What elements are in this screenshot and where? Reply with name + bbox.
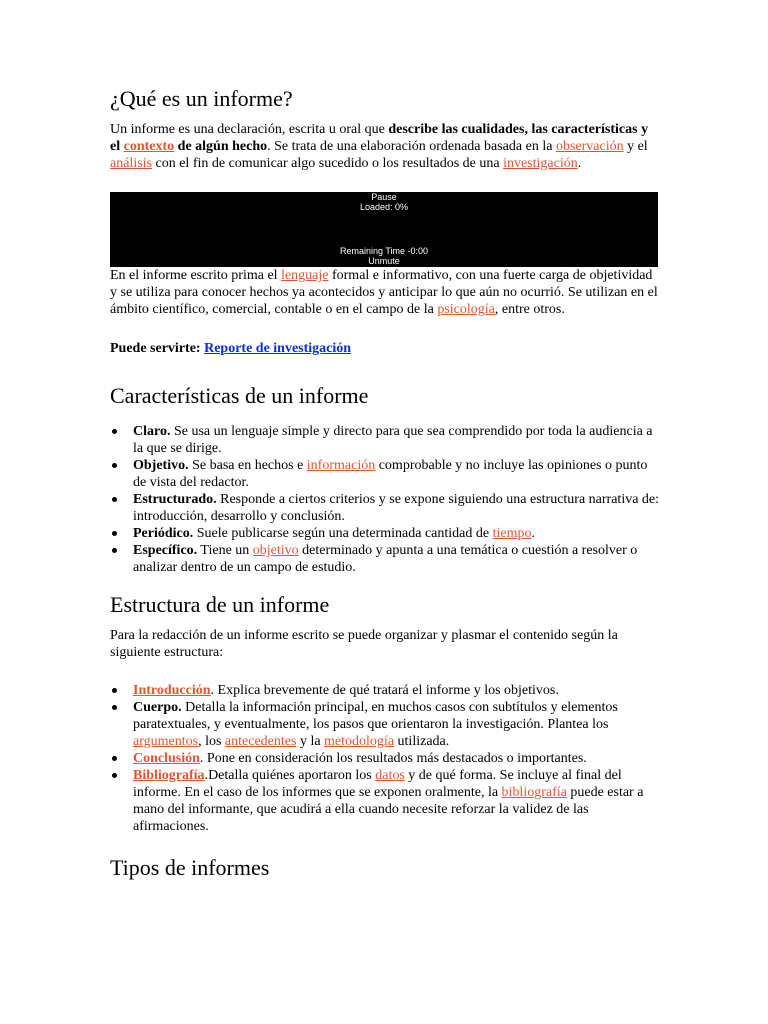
link-introduccion[interactable]: Introducción: [133, 683, 211, 698]
link-reporte-investigacion[interactable]: Reporte de investigación: [204, 341, 352, 356]
list-item-conclusion: Conclusión. Pone en consideración los resultados más destacados o importantes.: [110, 750, 660, 767]
related-label: Puede servirte:: [110, 341, 205, 356]
list-item-bibliografia: Bibliografía.Detalla quiénes aportaron los datos y de qué forma. Se incluye al final del informe. En el caso de los informes que se exponen oralmente, la bibliografía puede estar a mano del informante, que acudirá a ella cuando necesite reforzar la validez de las afirmaciones.: [110, 767, 660, 835]
paragraph-definition: Un informe es una declaración, escrita u oral que describe las cualidades, las características y el contexto de algún hecho. Se trata de una elaboración ordenada basada en la observación y el análisis con el fin de comunicar algo sucedido o los resultados de una investigación.: [110, 122, 649, 171]
paragraph-informe-escrito: En el informe escrito prima el lenguaje formal e informativo, con una fuerte carga de objetividad y se utiliza para conocer hechos ya acontecidos y anticipar lo que aún no ocurrió. Se utilizan en el ámbito científico, comercial, contable o en el campo de la psicología, entre otros.: [110, 268, 658, 317]
list-item-periodico: Periódico. Suele publicarse según una determinada cantidad de tiempo.: [110, 525, 660, 542]
link-contexto[interactable]: contexto: [123, 139, 175, 154]
link-objetivo[interactable]: objetivo: [252, 543, 299, 558]
loaded-status: Loaded: 0%: [359, 202, 409, 212]
list-item-especifico: Específico. Tiene un objetivo determinado y apunta a una temática o cuestión a resolver o analizar dentro de un campo de estudio.: [110, 542, 660, 576]
list-item-objetivo: Objetivo. Se basa en hechos e información comprobable y no incluye las opiniones o punto de vista del redactor.: [110, 457, 660, 491]
structure-list: [110, 682, 660, 835]
link-bibliografia-bold[interactable]: Bibliografía: [133, 768, 205, 783]
link-lenguaje[interactable]: lenguaje: [281, 268, 329, 283]
link-antecedentes[interactable]: antecedentes: [224, 734, 297, 749]
heading-tipos: Tipos de informes: [110, 855, 270, 880]
list-item-estructurado: Estructurado. Responde a ciertos criterios y se expone siguiendo una estructura narrativa de: introducción, desarrollo y conclusión.: [110, 491, 660, 525]
link-tiempo[interactable]: tiempo: [492, 526, 532, 541]
link-datos[interactable]: datos: [375, 768, 405, 783]
related-link-paragraph: [110, 340, 660, 357]
link-informacion[interactable]: información: [306, 458, 376, 473]
list-item-introduccion: Introducción. Explica brevemente de qué tratará el informe y los objetivos.: [110, 682, 660, 699]
link-observacion[interactable]: observación: [555, 139, 624, 154]
video-player[interactable]: [110, 192, 658, 267]
link-metodologia[interactable]: metodología: [324, 734, 395, 749]
link-conclusion[interactable]: Conclusión: [133, 751, 200, 766]
list-item-cuerpo: Cuerpo. Detalla la información principal, en muchos casos con subtítulos y elementos paratextuales, y eventualmente, los pasos que orientaron la investigación. Plantea los argumentos, los antecedentes y la metodología utilizada.: [110, 699, 660, 750]
characteristics-list: [110, 423, 660, 576]
link-analisis[interactable]: análisis: [110, 156, 152, 171]
list-item-claro: Claro. Se usa un lenguaje simple y directo para que sea comprendido por toda la audiencia a la que se dirige.: [110, 423, 660, 457]
remaining-time: Remaining Time -0:00: [339, 246, 429, 256]
link-argumentos[interactable]: argumentos: [133, 734, 199, 749]
link-investigacion[interactable]: investigación: [503, 156, 578, 171]
heading-estructura: Estructura de un informe: [110, 592, 330, 617]
link-psicologia[interactable]: psicología: [437, 302, 495, 317]
pause-button[interactable]: Pause: [371, 192, 397, 202]
unmute-button[interactable]: Unmute: [368, 256, 400, 266]
article-body: [110, 86, 660, 881]
paragraph-estructura-intro: Para la redacción de un informe escrito se puede organizar y plasmar el contenido según la siguiente estructura:: [110, 628, 618, 660]
heading-caracteristicas: Características de un informe: [110, 383, 369, 408]
heading-que-es-un-informe: ¿Qué es un informe?: [110, 86, 293, 111]
link-bibliografia[interactable]: bibliografía: [501, 785, 567, 800]
